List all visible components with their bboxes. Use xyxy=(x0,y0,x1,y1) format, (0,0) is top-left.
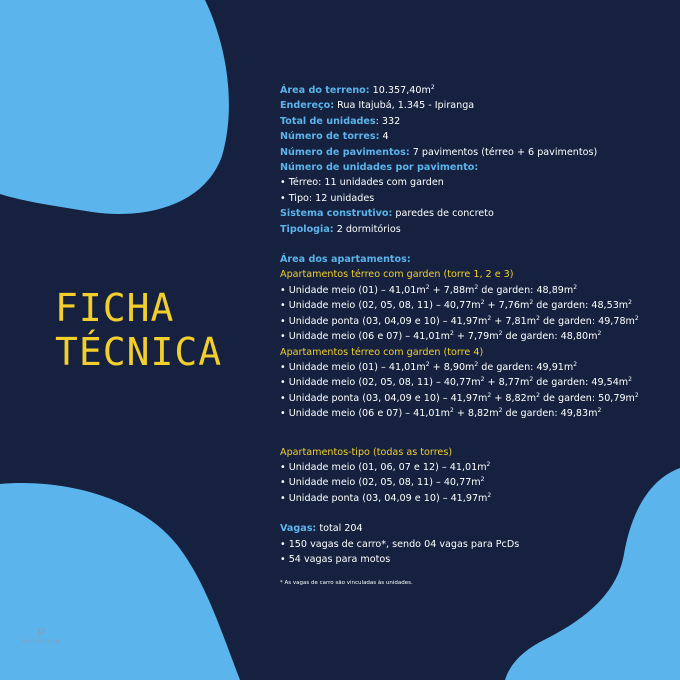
unit-superscript: 2 xyxy=(498,406,503,414)
spec-value: 7 pavimentos (térreo + 6 pavimentos) xyxy=(409,146,598,158)
list-item-text: • Unidade ponta (03, 04,09 e 10) – 41,97m xyxy=(280,392,488,404)
list-item xyxy=(280,460,650,475)
list-item-text: de garden: 48,80m xyxy=(502,331,598,343)
list-item-text: + 7,79m xyxy=(453,331,499,343)
unit-superscript: 2 xyxy=(449,329,454,337)
spec-sheet xyxy=(280,83,650,587)
parking-total xyxy=(280,521,650,536)
list-item-text: de garden: 49,91m xyxy=(478,361,574,373)
spec-typology xyxy=(280,222,650,237)
top-left-blob xyxy=(0,0,229,214)
list-item-text: • Unidade meio (06 e 07) – 41,01m xyxy=(280,408,450,420)
spec-value: 10.357,40m xyxy=(369,85,431,96)
unit-superscript: 2 xyxy=(597,406,602,414)
list-item-text: + 8,77m xyxy=(484,377,530,389)
spec-value: Rua Itajubá, 1.345 - Ipiranga xyxy=(334,100,475,112)
list-item-text: • Unidade meio (01) – 41,01m xyxy=(280,361,426,373)
unit-superscript: 2 xyxy=(425,283,430,291)
group-list xyxy=(280,283,650,345)
spec-value: paredes de concreto xyxy=(392,208,494,220)
spec-label: Área do terreno: xyxy=(280,85,370,96)
list-item-text: + 7,76m xyxy=(484,300,530,312)
spec-label: Número de unidades por pavimento: xyxy=(280,162,479,174)
spec-value: total 204 xyxy=(316,523,363,535)
list-item xyxy=(280,391,650,406)
list-item: • Tipo: 12 unidades xyxy=(280,192,375,204)
unit-superscript: 2 xyxy=(634,391,639,399)
spec-value: 2 dormitórios xyxy=(333,223,401,235)
list-item xyxy=(280,375,650,390)
brand-logo xyxy=(16,626,66,645)
list-item xyxy=(280,298,650,313)
spec-units-per-floor xyxy=(280,160,650,175)
group-heading: Apartamentos térreo com garden (torre 1, 2 e 3) xyxy=(280,269,514,281)
list-item-text: de garden: 49,78m xyxy=(539,315,635,327)
unit-superscript: 2 xyxy=(634,314,639,322)
unit-superscript: 2 xyxy=(449,406,454,414)
unit-superscript: 2 xyxy=(573,283,578,291)
list-item: • Térreo: 11 unidades com garden xyxy=(280,177,444,189)
unit-superscript: 2 xyxy=(487,314,492,322)
group-list xyxy=(280,460,650,506)
areas-heading: Área dos apartamentos: xyxy=(280,254,411,266)
unit-superscript: 2 xyxy=(628,376,632,384)
list-item-text: + 8,82m xyxy=(453,408,499,420)
list-item: • 150 vagas de carro*, sendo 04 vagas para PcDs xyxy=(280,538,520,550)
spec-address xyxy=(280,98,650,113)
spec-label: Sistema construtivo: xyxy=(280,208,393,220)
unit-superscript: 2 xyxy=(480,299,485,307)
spec-label: Número de pavimentos: xyxy=(280,146,410,158)
list-item-text: de garden: 48,53m xyxy=(533,300,629,312)
unit-superscript: 2 xyxy=(597,329,602,337)
list-item-text: de garden: 50,79m xyxy=(539,392,635,404)
spec-construction xyxy=(280,206,650,221)
unit-superscript: 2 xyxy=(486,460,491,468)
unit-superscript: 2 xyxy=(529,299,534,307)
spec-floors xyxy=(280,145,650,160)
unit-superscript: 2 xyxy=(498,329,503,337)
page-title xyxy=(55,286,222,374)
spec-label: Endereço: xyxy=(280,100,335,112)
list-item xyxy=(280,360,650,375)
bottom-left-blob xyxy=(0,483,240,680)
spec-value: 4 xyxy=(379,131,389,143)
list-item xyxy=(280,329,650,344)
list-item-text: • Unidade ponta (03, 04,09 e 10) – 41,97m xyxy=(280,492,488,504)
group-heading: Apartamentos-tipo (todas as torres) xyxy=(280,446,453,458)
list-item-text: + 8,82m xyxy=(491,392,537,404)
list-item-text: • Unidade meio (06 e 07) – 41,01m xyxy=(280,331,450,343)
spec-label: Total de unidades xyxy=(280,115,376,127)
unit-superscript: 2 xyxy=(529,376,534,384)
unit-superscript: 2 xyxy=(480,376,485,384)
brand-name: PROVISION xyxy=(21,640,61,645)
list-item-text: • Unidade meio (02, 05, 08, 11) – 40,77m xyxy=(280,477,481,489)
list-item-text: + 7,88m xyxy=(429,284,475,296)
unit-superscript: 2 xyxy=(480,476,485,484)
spec-label: Tipologia: xyxy=(280,223,334,235)
list-item-text: • Unidade meio (01) – 41,01m xyxy=(280,284,426,296)
list-item-text: de garden: 49,83m xyxy=(502,408,598,420)
group-heading: Apartamentos térreo com garden (torre 4) xyxy=(280,346,484,358)
provision-mark-icon: P xyxy=(37,626,45,640)
list-item-text: de garden: 49,54m xyxy=(533,377,629,389)
unit-superscript: 2 xyxy=(474,283,479,291)
list-item-text: + 8,90m xyxy=(429,361,475,373)
footnote: * As vagas de carro são vinculadas às unidades. xyxy=(280,580,413,587)
list-item xyxy=(280,491,650,506)
spec-label: Vagas: xyxy=(280,523,317,535)
unit-superscript: 2 xyxy=(573,360,578,368)
title-line-2: TÉCNICA xyxy=(55,330,223,374)
list-item xyxy=(280,475,650,490)
spec-value: : 332 xyxy=(375,115,401,127)
unit-superscript: 2 xyxy=(430,83,435,91)
list-item xyxy=(280,406,650,421)
unit-superscript: 2 xyxy=(628,299,632,307)
unit-superscript: 2 xyxy=(474,360,479,368)
list-item: • 54 vagas para motos xyxy=(280,553,391,565)
title-line-1: FICHA xyxy=(55,286,175,330)
list-item xyxy=(280,314,650,329)
unit-superscript: 2 xyxy=(425,360,430,368)
spec-label: Número de torres: xyxy=(280,131,380,143)
list-item-text: • Unidade meio (01, 06, 07 e 12) – 41,01m xyxy=(280,461,487,473)
spec-towers xyxy=(280,129,650,144)
list-item-text: • Unidade meio (02, 05, 08, 11) – 40,77m xyxy=(280,377,481,389)
unit-superscript: 2 xyxy=(487,391,492,399)
spec-land-area xyxy=(280,83,650,98)
spec-total-units xyxy=(280,114,650,129)
unit-superscript: 2 xyxy=(536,391,540,399)
list-item-text: • Unidade meio (02, 05, 08, 11) – 40,77m xyxy=(280,300,481,312)
list-item-text: • Unidade ponta (03, 04,09 e 10) – 41,97m xyxy=(280,315,488,327)
unit-superscript: 2 xyxy=(487,491,492,499)
list-item-text: + 7,81m xyxy=(491,315,537,327)
unit-superscript: 2 xyxy=(536,314,540,322)
list-item-text: de garden: 48,89m xyxy=(478,284,574,296)
group-list xyxy=(280,360,650,422)
list-item xyxy=(280,283,650,298)
